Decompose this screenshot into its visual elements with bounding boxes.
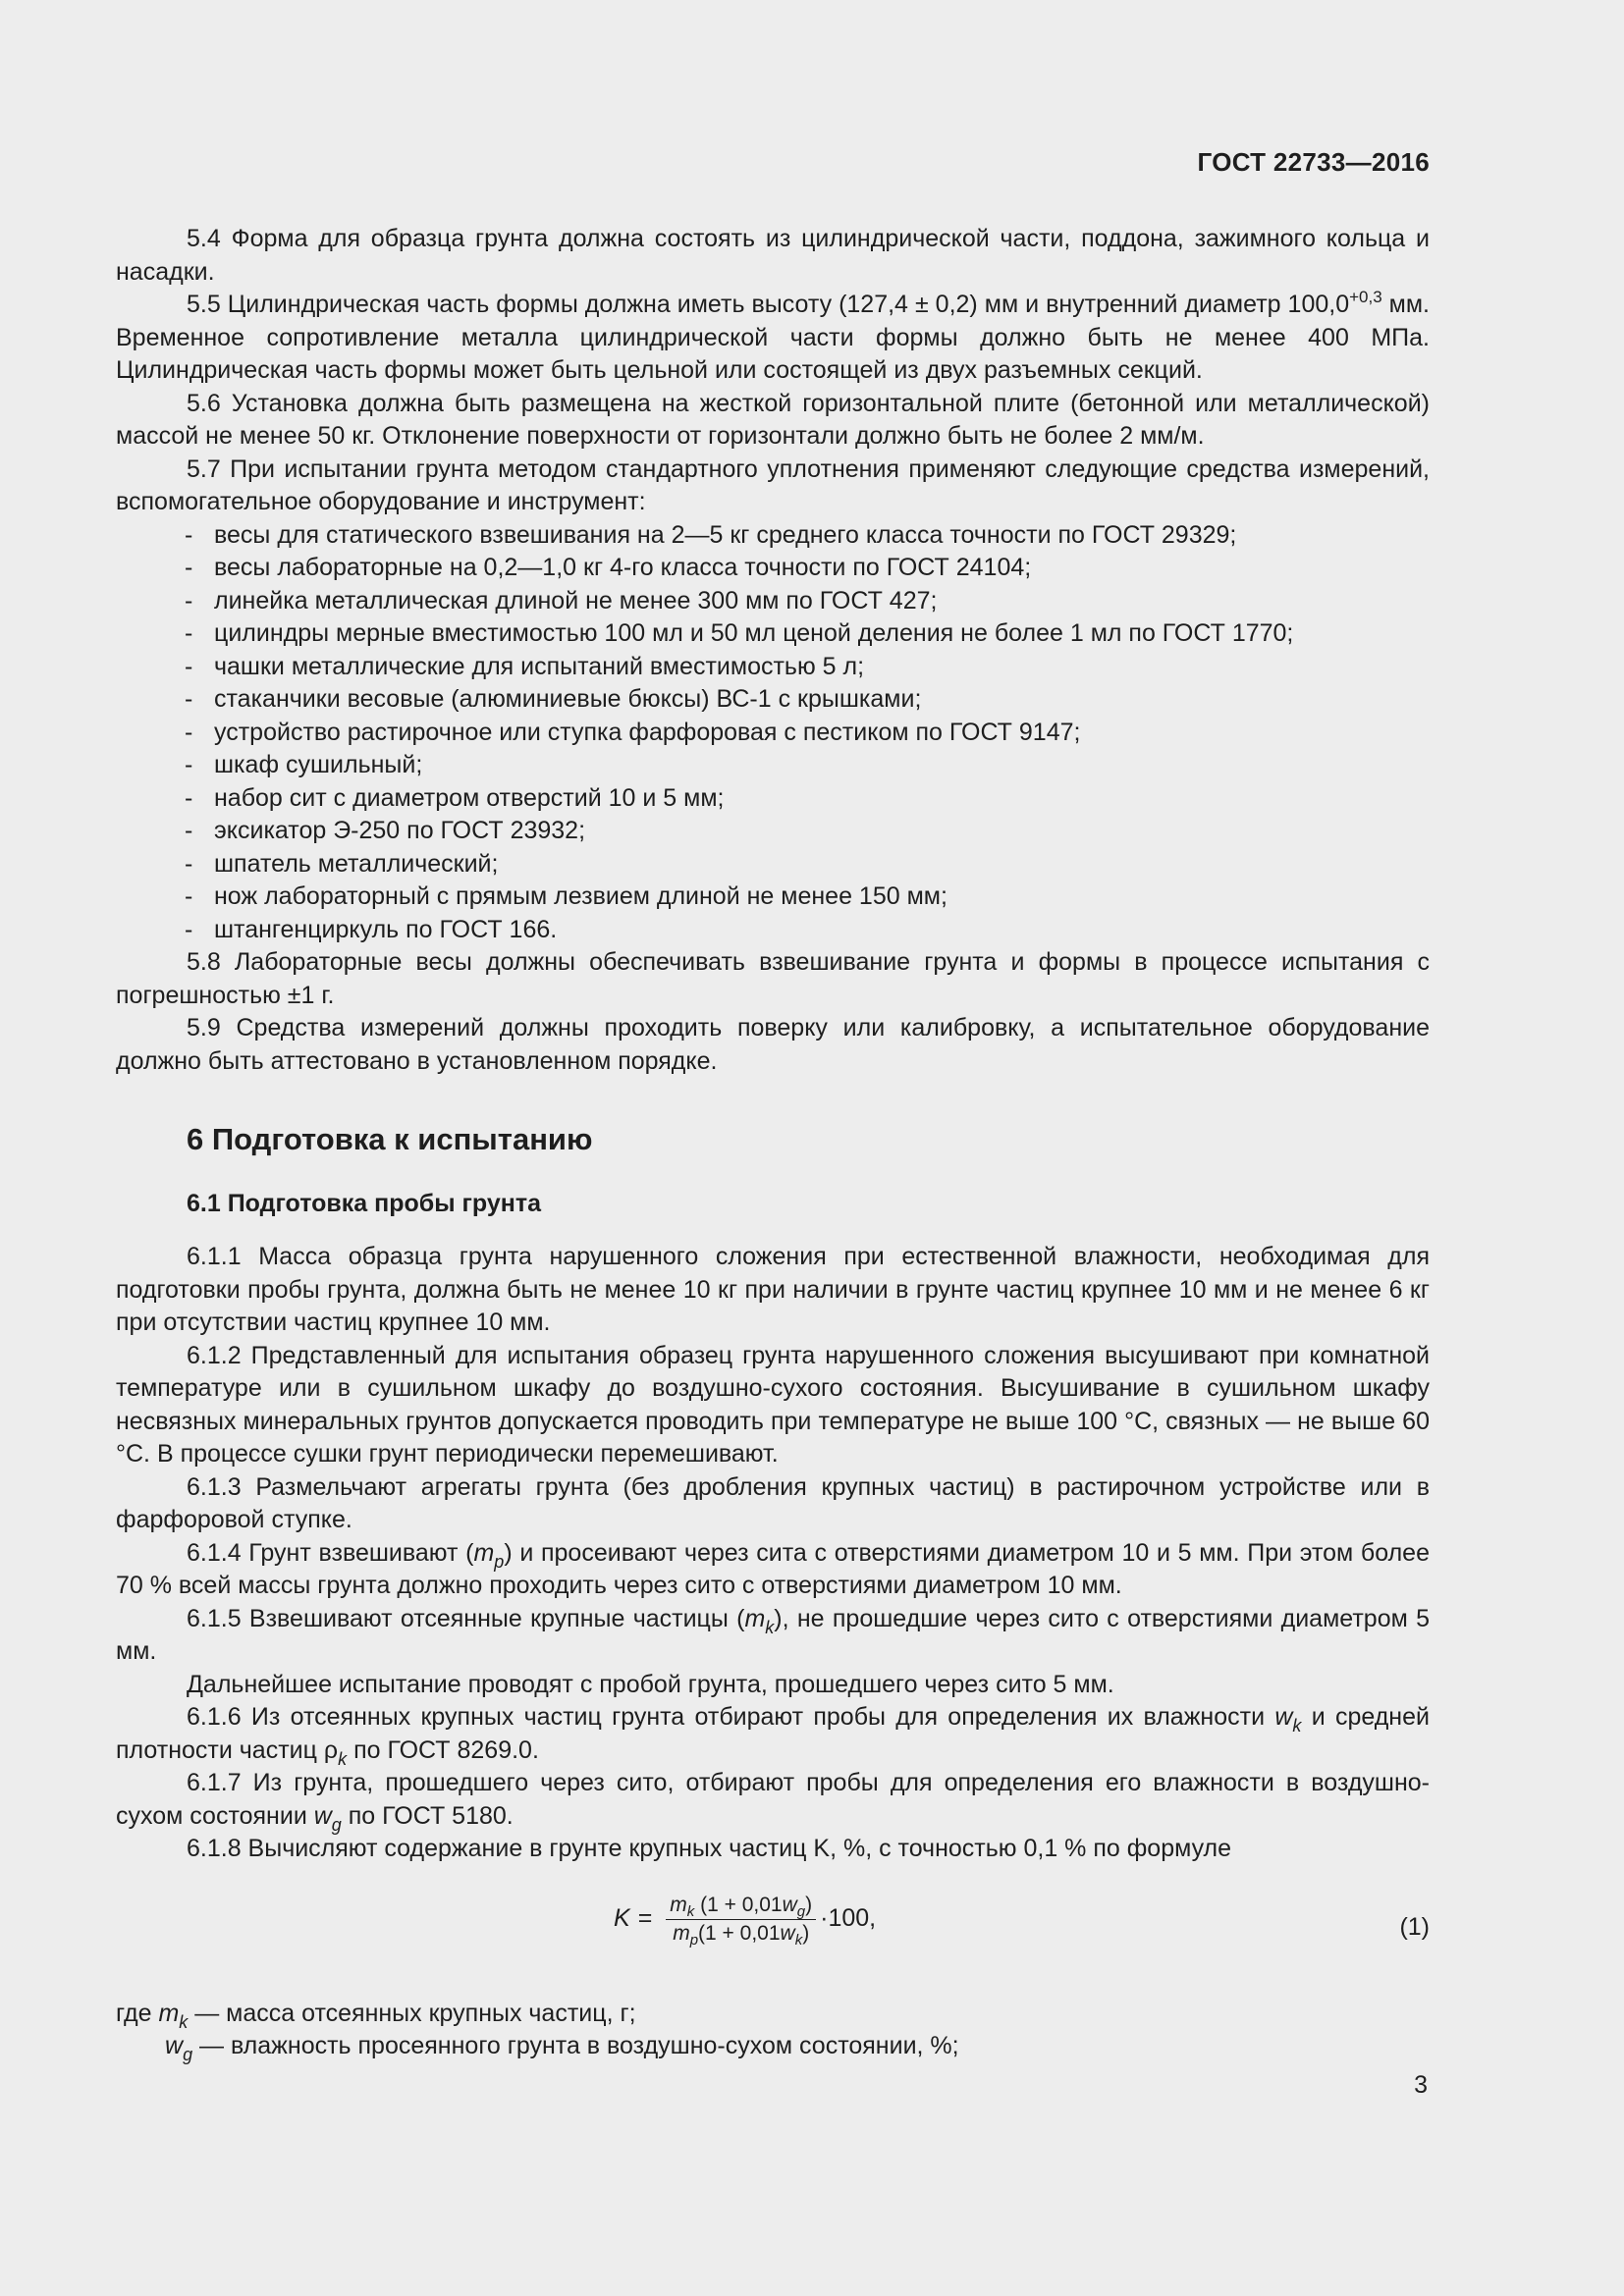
formula-numerator (666, 1892, 816, 1920)
variable: w (313, 1801, 332, 1830)
formula-1 (116, 1882, 1430, 1980)
text-run: по ГОСТ 8269.0. (347, 1735, 539, 1764)
variable: w (1274, 1703, 1293, 1731)
equipment-list-item-text: весы для статического взвешивания на 2—5 кг среднего класса точности по ГОСТ 29329; (214, 520, 1237, 549)
text-run: ) (805, 1893, 813, 1916)
list-dash-marker: - (185, 751, 193, 778)
equipment-list-item-text: набор сит с диаметром отверстий 10 и 5 мм; (214, 783, 725, 812)
subscript: g (796, 1902, 806, 1920)
equipment-list-item-text: устройство растирочное или ступка фарфоровая с пестиком по ГОСТ 9147; (214, 718, 1081, 746)
text-run: ), не прошедшие через сито с отверстиями диаметром 5 мм. (116, 1604, 1430, 1665)
paragraph-6-1-5 (116, 1603, 1430, 1669)
list-dash-marker: - (185, 817, 193, 844)
variable: m (670, 1893, 687, 1916)
equipment-list (116, 519, 1430, 947)
formula-denominator (669, 1920, 813, 1948)
where-line-2 (165, 2030, 1430, 2063)
tolerance-superscript: +0,3 (1349, 288, 1382, 306)
equipment-list-item-text: шкаф сушильный; (214, 751, 423, 778)
variable: w (780, 1921, 795, 1945)
text-run: по ГОСТ 5180. (341, 1801, 514, 1830)
subscript: g (331, 1814, 342, 1835)
equipment-list-item (116, 848, 1430, 881)
paragraph-6-1-4 (116, 1537, 1430, 1603)
subscript: k (794, 1931, 803, 1949)
section-6-heading: 6 Подготовка к испытанию (187, 1122, 593, 1156)
formula-number: (1) (1399, 1912, 1430, 1941)
list-dash-marker: - (185, 718, 193, 746)
paragraph-5-4: 5.4 Форма для образца грунта должна состоять из цилиндрической части, поддона, зажимного кольца и насадки. (116, 225, 1430, 286)
document-header-id: ГОСТ 22733—2016 (1197, 147, 1430, 177)
text-run: ) и просеивают через сита с отверстиями диаметром 10 и 5 мм. При этом более 70 % всей массы грунта должно проходить через сито с отверстиями диаметром 10 мм. (116, 1538, 1430, 1599)
subscript: k (686, 1902, 695, 1920)
equipment-list-item-text: штангенциркуль по ГОСТ 166. (214, 915, 558, 943)
paragraph-5-5-b: мм. Временное сопротивление металла цилиндрической части формы должно быть не менее 400 МПа. Цилиндрическая часть формы может быть цельной или состоящей из двух разъемных секций. (116, 291, 1430, 384)
paragraph-5-6: 5.6 Установка должна быть размещена на жесткой горизонтальной плите (бетонной или металлической) массой не менее 50 кг. Отклонение поверхности от горизонтали должно быть не более 2 мм/м. (116, 389, 1430, 450)
text-run: 6.1.6 Из отсеянных крупных частиц грунта отбирают пробы для определения их влажности (187, 1703, 1275, 1731)
equipment-list-item (116, 519, 1430, 553)
paragraph-5-9: 5.9 Средства измерений должны проходить поверку или калибровку, а испытательное оборудование должно быть аттестовано в установленном порядке. (116, 1014, 1430, 1075)
text-run: (1 + 0,01 (698, 1921, 781, 1945)
text-run: ) (802, 1921, 810, 1945)
paragraph-5-5-a: 5.5 Цилиндрическая часть формы должна иметь высоту (127,4 ± 0,2) мм и внутренний диаметр 100,0 (187, 291, 1350, 318)
text-run: где (116, 1999, 159, 2027)
text-run: — влажность просеянного грунта в воздушно-сухом состоянии, %; (192, 2032, 959, 2059)
variable: m (673, 1921, 690, 1945)
formula-lhs: K (614, 1904, 630, 1933)
list-dash-marker: - (185, 882, 193, 910)
subscript: p (689, 1931, 699, 1949)
equipment-list-item (116, 914, 1430, 947)
paragraph-5-8: 5.8 Лабораторные весы должны обеспечивать взвешивание грунта и формы в процессе испытания с погрешностью ±1 г. (116, 948, 1430, 1009)
paragraph-5-7: 5.7 При испытании грунта методом стандартного уплотнения применяют следующие средства измерений, вспомогательное оборудование и инструмент: (116, 454, 1430, 515)
variable: w (782, 1893, 797, 1916)
list-dash-marker: - (185, 915, 193, 943)
equipment-list-item-text: шпатель металлический; (214, 849, 499, 878)
equipment-list-item-text: стаканчики весовые (алюминиевые бюксы) ВС-1 с крышками; (214, 685, 922, 713)
formula-expression (614, 1892, 876, 1948)
list-dash-marker: - (185, 554, 193, 581)
text-run: 6.1.5 Взвешивают отсеянные крупные частицы ( (187, 1604, 745, 1632)
text-run: и средней плотности частиц ρ (116, 1703, 1430, 1764)
equipment-list-item (116, 749, 1430, 782)
equipment-list-item (116, 617, 1430, 651)
paragraph-5-5 (116, 289, 1430, 388)
equipment-list-item-text: эксикатор Э-250 по ГОСТ 23932; (214, 817, 586, 844)
text-run: 6.1.7 Из грунта, прошедшего через сито, отбирают пробы для определения его влажности в воздушно-сухом состоянии (116, 1769, 1430, 1830)
paragraph-6-1-6 (116, 1701, 1430, 1767)
subscript: g (183, 2045, 193, 2064)
formula-tail: ·100, (820, 1904, 877, 1933)
where-line-1 (116, 1998, 1430, 2031)
equipment-list-item-text: линейка металлическая длиной не менее 300 мм по ГОСТ 427; (214, 586, 938, 614)
equipment-list-item (116, 683, 1430, 717)
equipment-list-item (116, 782, 1430, 816)
document-body (116, 223, 1430, 2063)
equipment-list-item (116, 552, 1430, 585)
equipment-list-item (116, 815, 1430, 848)
variable: m (473, 1538, 495, 1567)
equipment-list-item (116, 881, 1430, 914)
list-dash-marker: - (185, 849, 193, 878)
paragraph-6-1-3: 6.1.3 Размельчают агрегаты грунта (без дробления крупных частиц) в растирочном устройстве или в фарфоровой ступке. (116, 1472, 1430, 1533)
section-6-1-heading: 6.1 Подготовка пробы грунта (187, 1190, 542, 1217)
equipment-list-item (116, 585, 1430, 618)
list-dash-marker: - (185, 619, 193, 647)
list-dash-marker: - (185, 685, 193, 713)
list-dash-marker: - (185, 783, 193, 812)
paragraph-6-1-7 (116, 1767, 1430, 1833)
formula-fraction (666, 1892, 816, 1948)
paragraph-6-1-2: 6.1.2 Представленный для испытания образец грунта нарушенного сложения высушивают при комнатной температуре или в сушильном шкафу до воздушно-сухого состояния. Высушивание в сушильном шкафу несвязных минеральных грунтов допускается проводить при температуре не выше 100 °С, связных — не выше 60 °С. В процессе сушки грунт периодически перемешивают. (116, 1341, 1430, 1468)
variable: w (165, 2032, 184, 2059)
equipment-list-item-text: чашки металлические для испытаний вместимостью 5 л; (214, 652, 865, 680)
page-number: 3 (1414, 2071, 1428, 2099)
text-run: (1 + 0,01 (694, 1893, 783, 1916)
list-dash-marker: - (185, 520, 193, 549)
equipment-list-item (116, 651, 1430, 684)
subscript: k (765, 1617, 775, 1637)
variable: m (158, 1999, 180, 2027)
list-dash-marker: - (185, 652, 193, 680)
subscript: p (494, 1551, 505, 1572)
formula-equals: = (637, 1904, 653, 1933)
text-run: 6.1.4 Грунт взвешивают ( (187, 1538, 474, 1567)
variable: m (744, 1604, 766, 1632)
subscript: k (338, 1748, 348, 1769)
subscript: k (179, 2011, 189, 2032)
paragraph-6-1-8: 6.1.8 Вычисляют содержание в грунте крупных частиц K, %, с точностью 0,1 % по формуле (187, 1835, 1232, 1862)
text-run: — масса отсеянных крупных частиц, г; (188, 1999, 636, 2027)
subscript: k (1292, 1716, 1302, 1735)
equipment-list-item-text: нож лабораторный с прямым лезвием длиной не менее 150 мм; (214, 882, 947, 910)
paragraph-6-1-1: 6.1.1 Масса образца грунта нарушенного сложения при естественной влажности, необходимая для подготовки пробы грунта, должна быть не менее 10 кг при наличии в грунте частиц крупнее 10 мм и не менее 6 кг при отсутствии частиц крупнее 10 мм. (116, 1243, 1430, 1336)
paragraph-further-testing: Дальнейшее испытание проводят с пробой грунта, прошедшего через сито 5 мм. (187, 1670, 1114, 1698)
equipment-list-item (116, 717, 1430, 750)
list-dash-marker: - (185, 586, 193, 614)
equipment-list-item-text: весы лабораторные на 0,2—1,0 кг 4-го класса точности по ГОСТ 24104; (214, 554, 1032, 581)
equipment-list-item-text: цилиндры мерные вместимостью 100 мл и 50 мл ценой деления не более 1 мл по ГОСТ 1770; (214, 619, 1294, 647)
